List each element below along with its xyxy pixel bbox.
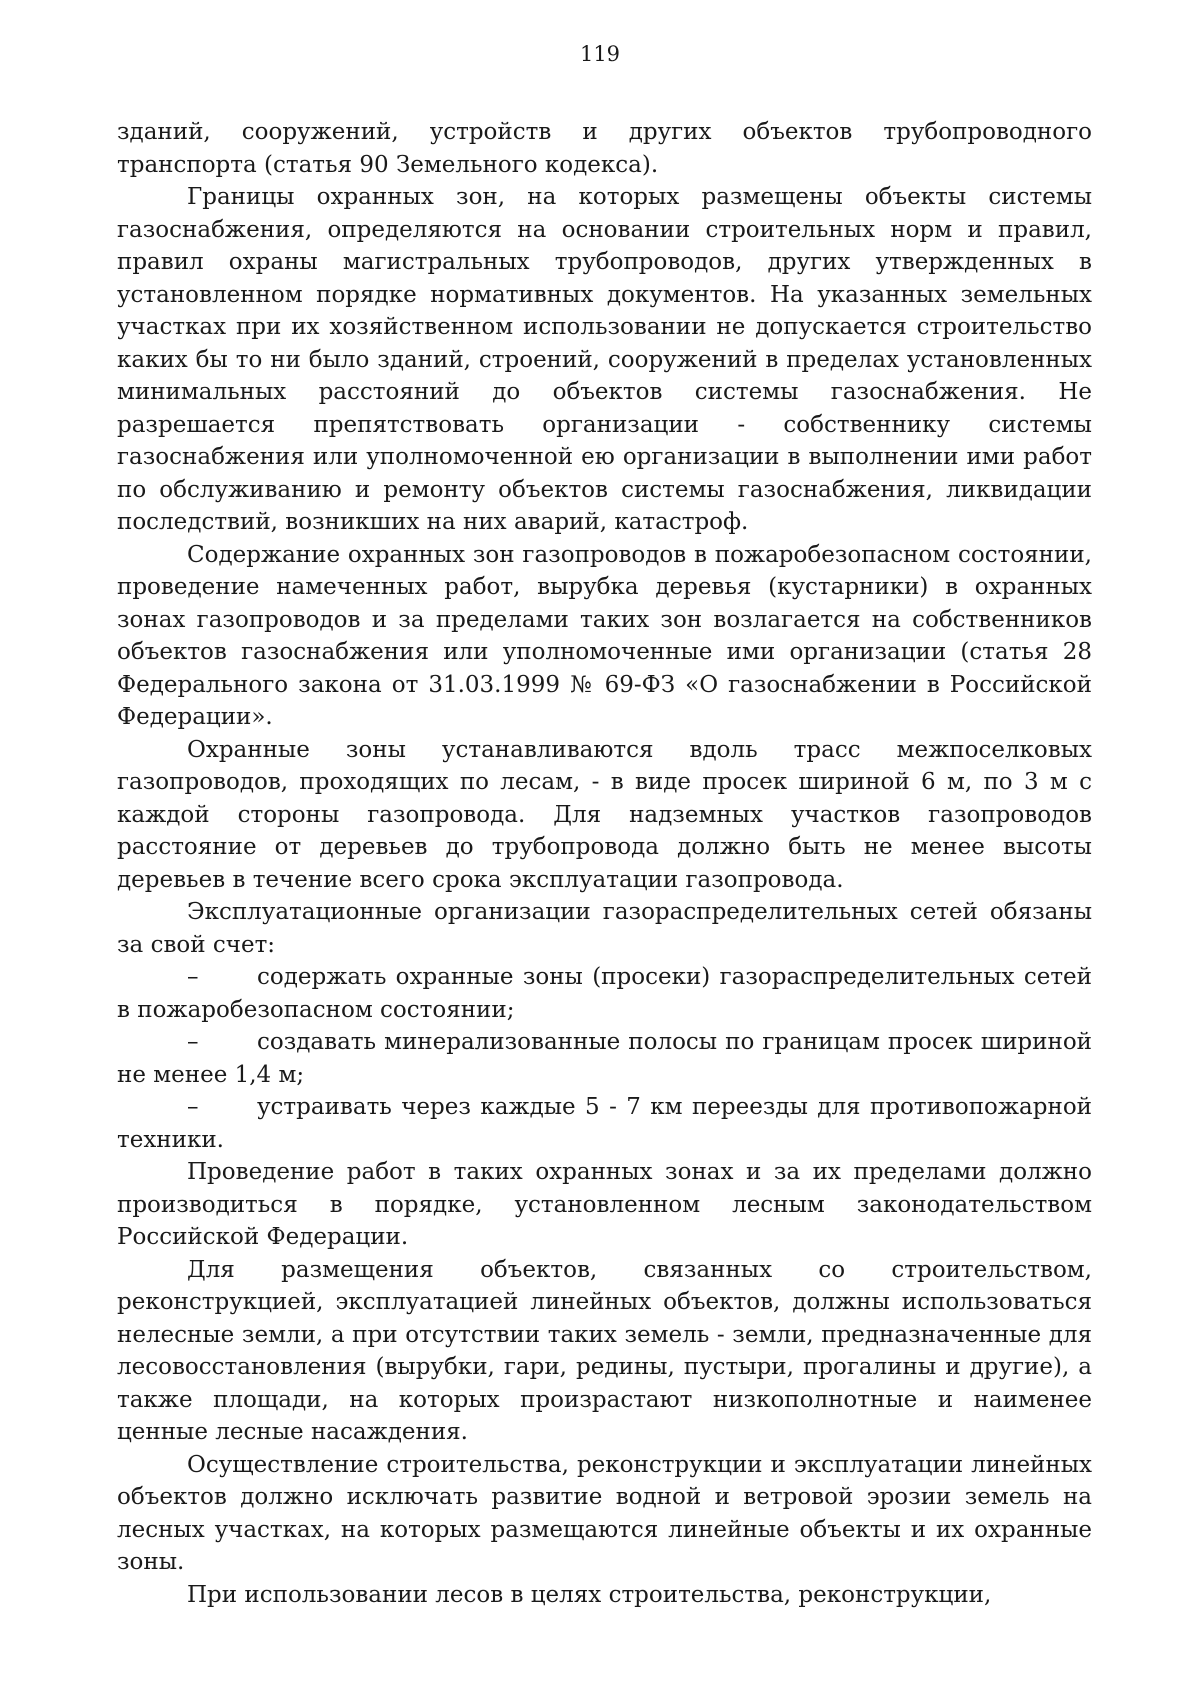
- list-item-text: содержать охранные зоны (просеки) газораспределительных сетей в пожаробезопасном состоянии;: [117, 964, 1092, 1023]
- dash-marker: –: [187, 964, 199, 990]
- paragraph-fire-safety-maintenance: Содержание охранных зон газопроводов в пожаробезопасном состоянии, проведение намеченных работ, вырубка деревья (кустарники) в охранных зонах газопроводов и за пределами таких зон возлагается на собственников объектов газоснабжения или уполномоченные ими организации (статья 28 Федерального закона от 31.03.1999 № 69-ФЗ «О газоснабжении в Российской Федерации».: [117, 541, 1092, 730]
- page-number: 119: [579, 42, 621, 66]
- paragraph-forest-legislation: Проведение работ в таких охранных зонах и за их пределами должно производиться в порядке, установленном лесным законодательством Российской Федерации.: [117, 1159, 1092, 1250]
- dash-marker: –: [187, 1094, 199, 1120]
- document-body: [117, 116, 1092, 1611]
- list-item-text: устраивать через каждые 5 - 7 км переезды для противопожарной техники.: [117, 1094, 1092, 1153]
- list-item: [117, 961, 1092, 1026]
- paragraph-non-forest-lands: Для размещения объектов, связанных со строительством, реконструкцией, эксплуатацией линейных объектов, должны использоваться нелесные земли, а при отсутствии таких земель - земли, предназначенные для лесовосстановления (вырубки, гари, редины, пустыри, прогалины и другие), а также площади, на которых произрастают низкополнотные и наименее ценные лесные насаждения.: [117, 1256, 1092, 1445]
- list-item: [117, 1026, 1092, 1091]
- paragraph-continuation: зданий, сооружений, устройств и других объектов трубопроводного транспорта (статья 90 Земельного кодекса).: [117, 119, 1092, 178]
- dash-marker: –: [187, 1029, 199, 1055]
- paragraph-protection-zone-boundaries: Границы охранных зон, на которых размещены объекты системы газоснабжения, определяются на основании строительных норм и правил, правил охраны магистральных трубопроводов, других утвержденных в установленном порядке нормативных документов. На указанных земельных участках при их хозяйственном использовании не допускается строительство каких бы то ни было зданий, строений, сооружений в пределах установленных минимальных расстояний до объектов системы газоснабжения. Не разрешается препятствовать организации - собственнику системы газоснабжения или уполномоченной ею организации в выполнении ими работ по обслуживанию и ремонту объектов системы газоснабжения, ликвидации последствий, возникших на них аварий, катастроф.: [117, 184, 1092, 535]
- paragraph-forest-use-construction: При использовании лесов в целях строительства, реконструкции,: [187, 1581, 992, 1608]
- list-item: [117, 1091, 1092, 1156]
- paragraph-erosion-prevention: Осуществление строительства, реконструкции и эксплуатации линейных объектов должно исключать развитие водной и ветровой эрозии земель на лесных участках, на которых размещаются линейные объекты и их охранные зоны.: [117, 1451, 1092, 1575]
- paragraph-forest-clearings: Охранные зоны устанавливаются вдоль трасс межпоселковых газопроводов, проходящих по лесам, - в виде просек шириной 6 м, по 3 м с каждой стороны газопровода. Для надземных участков газопроводов расстояние от деревьев до трубопровода должно быть не менее высоты деревьев в течение всего срока эксплуатации газопровода.: [117, 736, 1092, 893]
- paragraph-operator-obligations: Эксплуатационные организации газораспределительных сетей обязаны за свой счет:: [117, 899, 1092, 958]
- list-item-text: создавать минерализованные полосы по границам просек шириной не менее 1,4 м;: [117, 1029, 1092, 1088]
